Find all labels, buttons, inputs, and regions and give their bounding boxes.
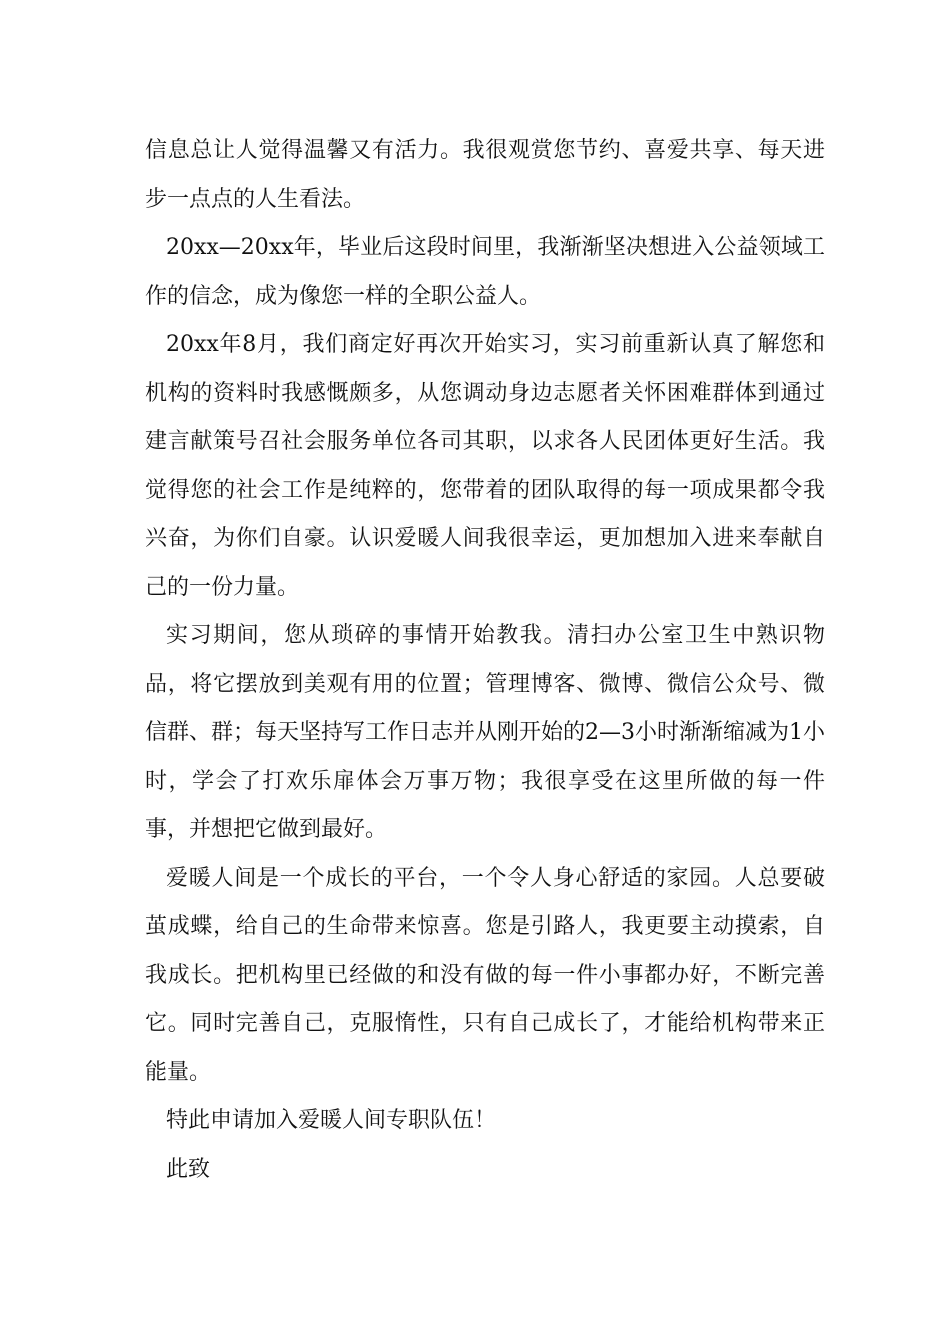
paragraph: 20xx—20xx年，毕业后这段时间里，我渐渐坚决想进入公益领域工作的信念，成为像您一样的全职公益人。 [145, 235, 825, 309]
closing-request: 特此申请加入爱暖人间专职队伍！ [166, 1108, 497, 1133]
salutation-closing: 此致 [166, 1156, 211, 1182]
paragraph: 实习期间，您从琐碎的事情开始教我。清扫办公室卫生中熟识物品，将它摆放到美观有用的位置；管理博客、微博、微信公众号、微信群、群；每天坚持写工作日志并从刚开始的2—3小时渐渐缩减为1小时，学会了打欢乐扉体会万事万物；我很享受在这里所做的每一件事，并想把它做到最好。 [145, 623, 825, 842]
paragraph-continued: 信息总让人觉得温馨又有活力。我很观赏您节约、喜爱共享、每天进步一点点的人生看法。 [145, 138, 825, 212]
letter-body [145, 127, 825, 1194]
paragraph: 20xx年8月，我们商定好再次开始实习，实习前重新认真了解您和机构的资料时我感慨颇多，从您调动身边志愿者关怀困难群体到通过建言献策号召社会服务单位各司其职，以求各人民团体更好生活。我觉得您的社会工作是纯粹的，您带着的团队取得的每一项成果都令我兴奋，为你们自豪。认识爱暖人间我很幸运，更加想加入进来奉献自己的一份力量。 [145, 332, 825, 600]
paragraph: 爱暖人间是一个成长的平台，一个令人身心舒适的家园。人总要破茧成蝶，给自己的生命带来惊喜。您是引路人，我更要主动摸索，自我成长。把机构里已经做的和没有做的每一件小事都办好，不断完善它。同时完善自己，克服惰性，只有自己成长了，才能给机构带来正能量。 [145, 865, 825, 1085]
